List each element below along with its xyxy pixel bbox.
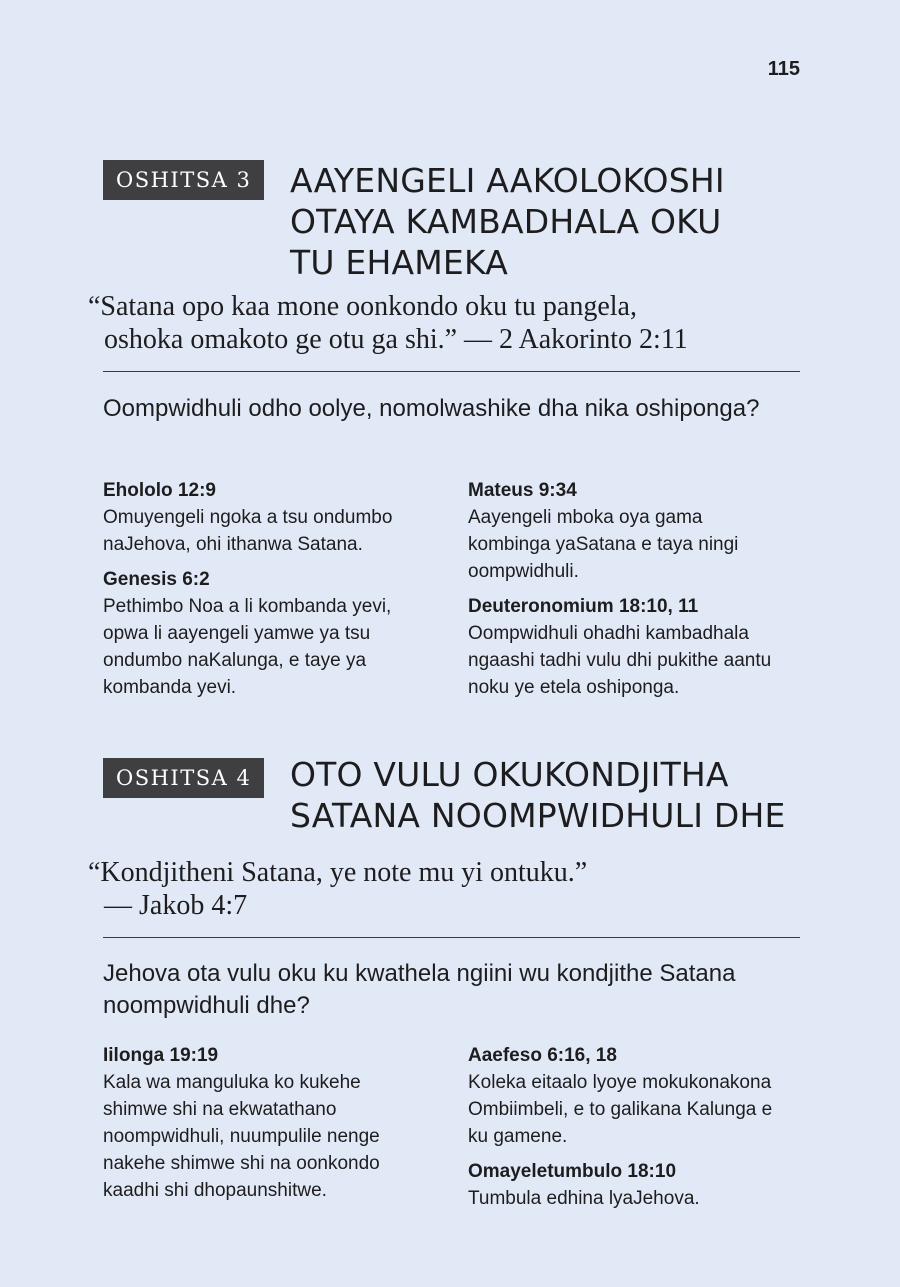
title-line: OTAYA KAMBADHALA OKU	[290, 202, 722, 241]
scripture-summary: Oompwidhuli ohadhi kambadhala ngaashi tadhi vulu dhi pukithe aantu noku ye etela oshiponga.	[468, 623, 772, 698]
scripture-reference: Iilonga 19:19	[103, 1045, 219, 1066]
scripture-item	[468, 1043, 808, 1150]
divider-rule	[103, 371, 800, 372]
quote-line: oshoka omakoto ge otu ga shi.” — 2 Aakorinto 2:11	[104, 324, 688, 355]
scripture-reference: Omayeletumbulo 18:10	[468, 1161, 677, 1182]
title-line: TU EHAMEKA	[290, 243, 508, 282]
theme-scripture-quote	[88, 856, 798, 922]
lesson-title	[290, 160, 725, 283]
scripture-item	[103, 567, 443, 701]
quote-line: “Kondjitheni Satana, ye note mu yi ontuku.”	[88, 857, 588, 888]
page-number: 115	[767, 58, 800, 80]
scripture-item	[103, 1043, 443, 1204]
scripture-item	[468, 478, 808, 585]
scripture-item	[103, 478, 443, 558]
scripture-column-right	[468, 478, 808, 710]
lesson-title	[290, 754, 786, 836]
study-question: Oompwidhuli odho oolye, nomolwashike dha nika oshiponga?	[103, 395, 760, 422]
scripture-reference: Ehololo 12:9	[103, 480, 216, 501]
title-line: OTO VULU OKUKONDJITHA	[290, 755, 729, 794]
study-question: Jehova ota vulu oku ku kwathela ngiini wu kondjithe Satana noompwidhuli dhe?	[103, 960, 736, 1019]
divider-rule	[103, 937, 800, 938]
scripture-column-right	[468, 1043, 808, 1221]
scripture-summary: Aayengeli mboka oya gama kombinga yaSatana e taya ningi oompwidhuli.	[468, 507, 739, 582]
scripture-summary: Kala wa manguluka ko kukehe shimwe shi na ekwatathano noompwidhuli, nuumpulile nenge nakehe shimwe shi na oonkondo kaadhi shi dhopaunshitwe.	[103, 1072, 380, 1201]
scripture-column-left	[103, 1043, 443, 1213]
scripture-reference: Aaefeso 6:16, 18	[468, 1045, 617, 1066]
scripture-summary: Omuyengeli ngoka a tsu ondumbo naJehova, ohi ithanwa Satana.	[103, 507, 393, 555]
title-line: SATANA NOOMPWIDHULI DHE	[290, 796, 786, 835]
scripture-item	[468, 1159, 808, 1212]
scripture-reference: Genesis 6:2	[103, 569, 210, 590]
scripture-reference: Mateus 9:34	[468, 480, 577, 501]
scripture-summary: Tumbula edhina lyaJehova.	[468, 1188, 700, 1209]
scripture-column-left	[103, 478, 443, 710]
scripture-summary: Pethimbo Noa a li kombanda yevi, opwa li aayengeli yamwe ya tsu ondumbo naKalunga, e taye ya kombanda yevi.	[103, 596, 392, 698]
theme-scripture-quote	[88, 290, 798, 356]
quote-line: — Jakob 4:7	[104, 890, 248, 921]
scripture-summary: Koleka eitaalo lyoye mokukonakona Ombiimbeli, e to galikana Kalunga e ku gamene.	[468, 1072, 773, 1147]
scripture-item	[468, 594, 808, 701]
title-line: AAYENGELI AAKOLOKOSHI	[290, 161, 725, 200]
scripture-reference: Deuteronomium 18:10, 11	[468, 596, 699, 617]
lesson-badge: OSHITSA 3	[103, 160, 264, 200]
lesson-badge: OSHITSA 4	[103, 758, 264, 798]
quote-line: “Satana opo kaa mone oonkondo oku tu pangela,	[88, 291, 637, 322]
